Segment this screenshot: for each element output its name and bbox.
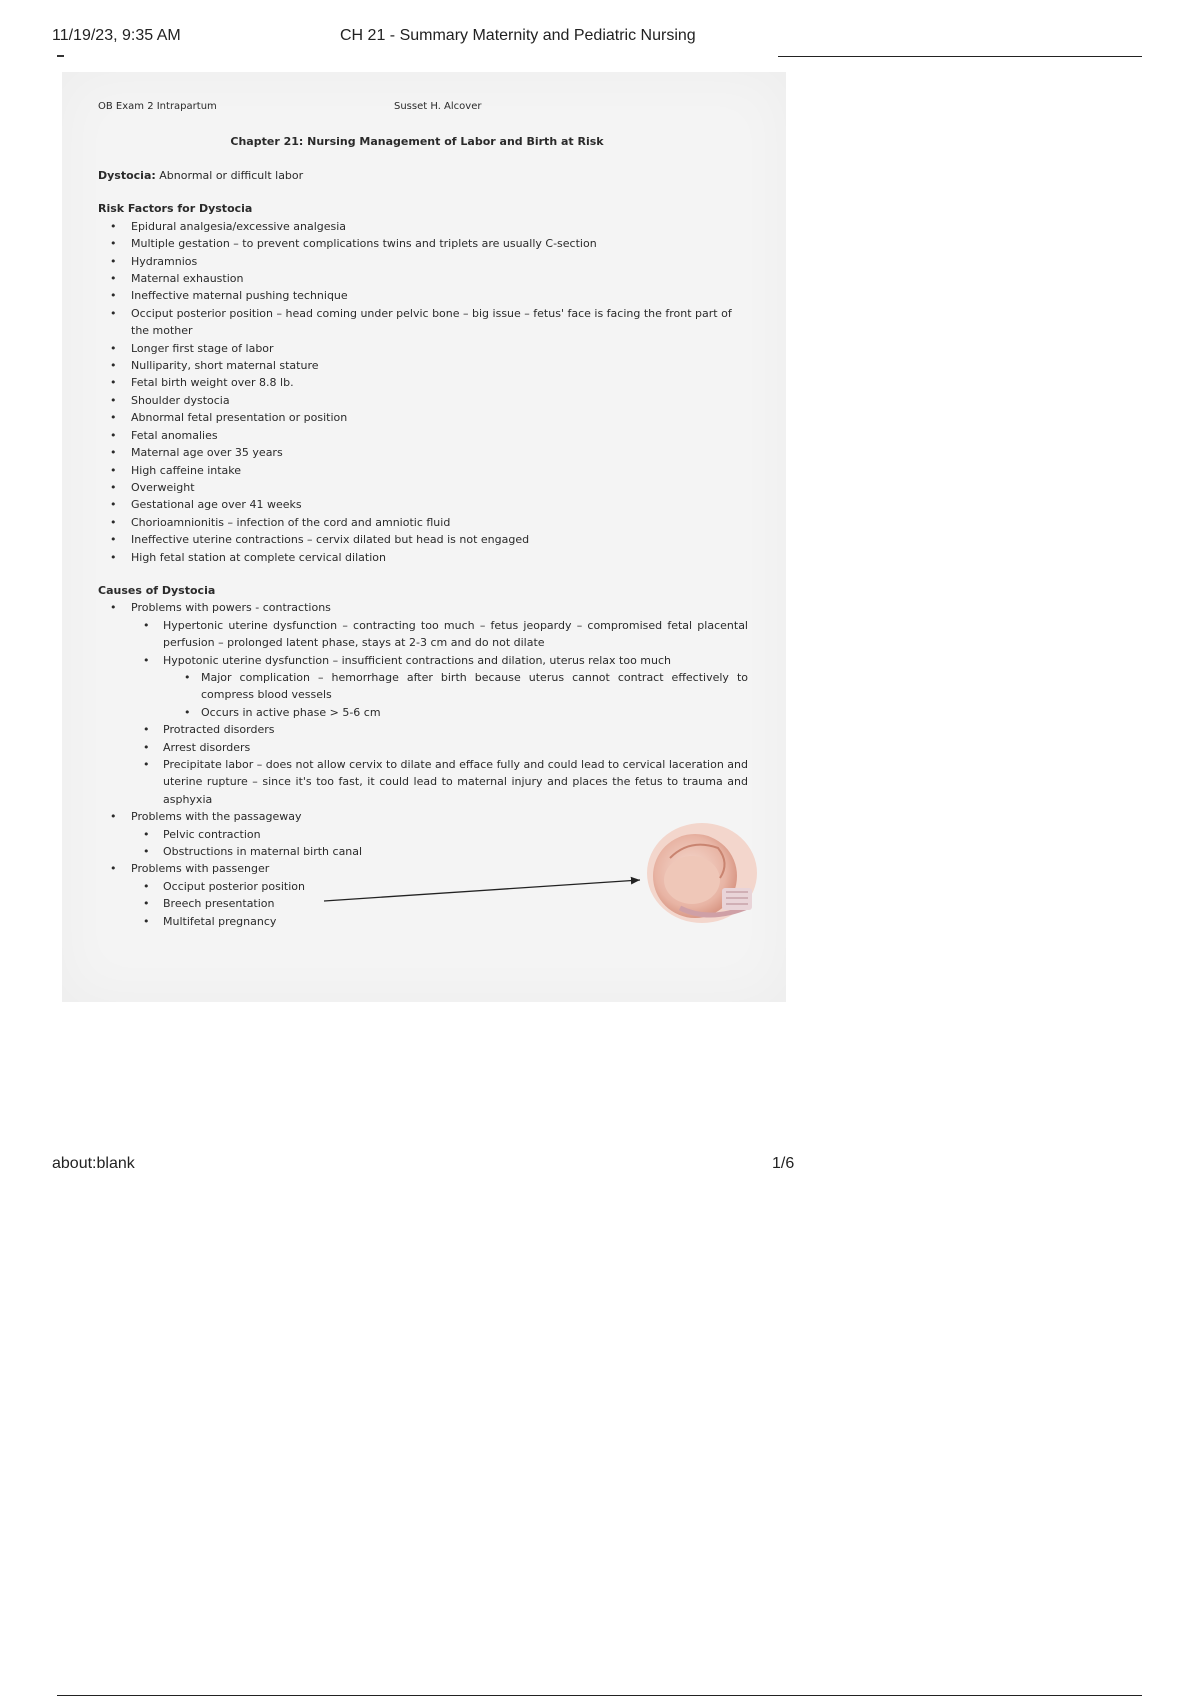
- cause-multifetal: • Multifetal pregnancy: [98, 913, 748, 930]
- risk-factors-list: [98, 218, 748, 566]
- cause-breech: • Breech presentation: [98, 895, 748, 912]
- list-item: • Nulliparity, short maternal stature: [98, 357, 748, 374]
- cause-hypotonic-phase: • Occurs in active phase > 5-6 cm: [98, 704, 748, 721]
- fetal-position-illustration: [640, 818, 762, 933]
- causes-heading: Causes of Dystocia: [98, 583, 216, 597]
- print-document-title: CH 21 - Summary Maternity and Pediatric Nursing: [340, 27, 696, 44]
- cause-protracted: • Protracted disorders: [98, 721, 748, 738]
- cause-occiput: • Occiput posterior position: [98, 878, 748, 895]
- chapter-title: Chapter 21: Nursing Management of Labor and Birth at Risk: [230, 135, 604, 148]
- definition-term: Dystocia:: [98, 169, 156, 182]
- list-item: • Multiple gestation – to prevent complications twins and triplets are usually C-section: [98, 235, 748, 252]
- page-number: 1/6: [772, 1155, 795, 1172]
- cause-passenger: • Problems with passenger: [98, 860, 748, 877]
- author-name: Susset H. Alcover: [394, 101, 482, 112]
- list-item: • Fetal anomalies: [98, 427, 748, 444]
- cause-powers: • Problems with powers - contractions: [98, 599, 748, 616]
- list-item: • Shoulder dystocia: [98, 392, 748, 409]
- list-item: • Chorioamnionitis – infection of the cord and amniotic fluid: [98, 514, 748, 531]
- list-item: • Gestational age over 41 weeks: [98, 496, 748, 513]
- cause-hypotonic-complication: • Major complication – hemorrhage after birth because uterus cannot contract effectively to compress blood vessels: [98, 669, 748, 704]
- list-item: • Maternal exhaustion: [98, 270, 748, 287]
- page-url: about:blank: [52, 1155, 135, 1172]
- list-item: • Occiput posterior position – head coming under pelvic bone – big issue – fetus' face is facing the front part of the mother: [98, 305, 748, 340]
- list-item: • Abnormal fetal presentation or position: [98, 409, 748, 426]
- definition-text: Abnormal or difficult labor: [155, 169, 304, 182]
- print-datetime: 11/19/23, 9:35 AM: [52, 27, 181, 44]
- list-item: • High fetal station at complete cervical dilation: [98, 549, 748, 566]
- cause-pelvic: • Pelvic contraction: [98, 826, 748, 843]
- header-mark: [57, 55, 64, 57]
- document-meta: [98, 98, 748, 118]
- cause-hypertonic: • Hypertonic uterine dysfunction – contracting too much – fetus jeopardy – compromised fetal placental perfusion – prolonged latent phase, stays at 2-3 cm and do not dilate: [98, 617, 748, 652]
- risk-factors-heading: Risk Factors for Dystocia: [98, 202, 253, 216]
- cause-precipitate: • Precipitate labor – does not allow cervix to dilate and efface fully and could lead to cervical laceration and uterine rupture – since it's too fast, it could lead to maternal injury and places the fetus to trauma and asphyxia: [98, 756, 748, 808]
- bottom-rule: [57, 1695, 1142, 1696]
- list-item: • High caffeine intake: [98, 462, 748, 479]
- cause-obstructions: • Obstructions in maternal birth canal: [98, 843, 748, 860]
- list-item: • Hydramnios: [98, 253, 748, 270]
- list-item: • Ineffective maternal pushing technique: [98, 287, 748, 304]
- list-item: • Fetal birth weight over 8.8 lb.: [98, 374, 748, 391]
- dystocia-definition: [98, 167, 748, 184]
- list-item: • Overweight: [98, 479, 748, 496]
- list-item: • Longer first stage of labor: [98, 340, 748, 357]
- cause-arrest: • Arrest disorders: [98, 739, 748, 756]
- cause-passageway: • Problems with the passageway: [98, 808, 748, 825]
- header-rule: [778, 56, 1142, 57]
- list-item: • Epidural analgesia/excessive analgesia: [98, 218, 748, 235]
- document-body: [98, 98, 748, 930]
- list-item: • Ineffective uterine contractions – cervix dilated but head is not engaged: [98, 531, 748, 548]
- course-label: OB Exam 2 Intrapartum: [98, 101, 217, 112]
- cause-hypotonic: • Hypotonic uterine dysfunction – insufficient contractions and dilation, uterus relax too much: [98, 652, 748, 669]
- list-item: • Maternal age over 35 years: [98, 444, 748, 461]
